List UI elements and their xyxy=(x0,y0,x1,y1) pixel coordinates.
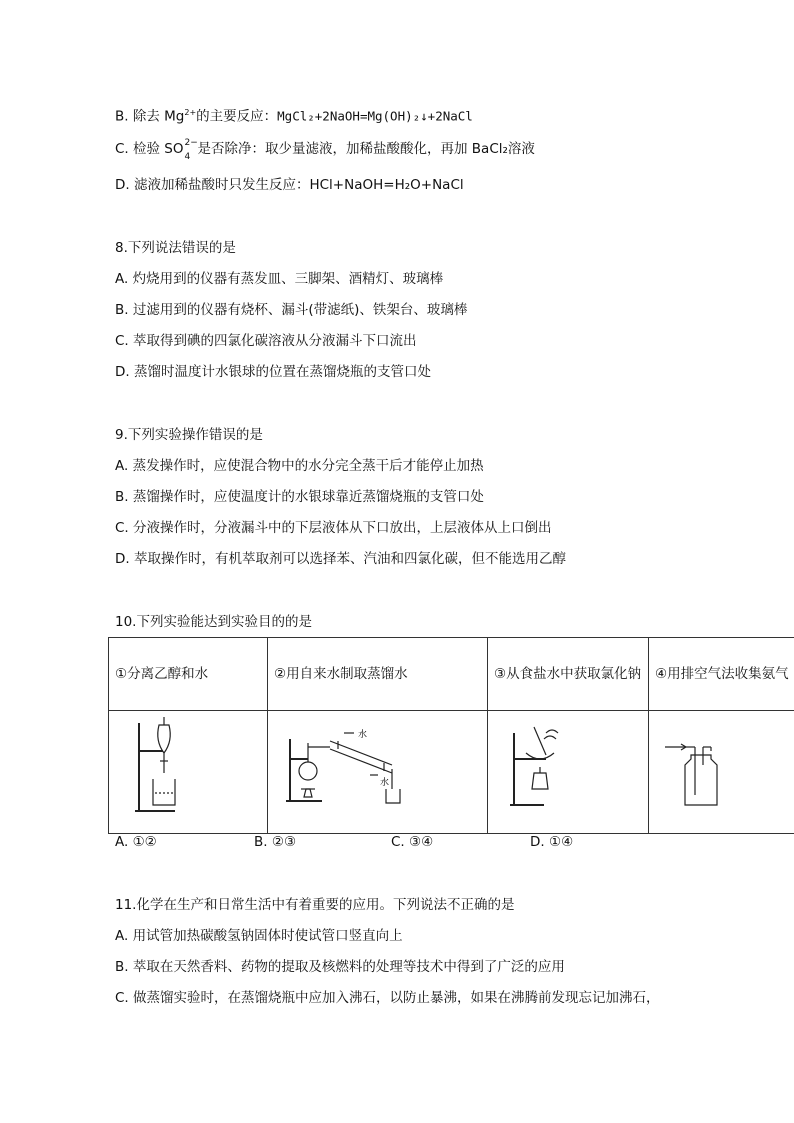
q7-option-c: C. 检验 SO 2− 4 是否除净：取少量滤液，加稀盐酸酸化，再加 BaCl₂溶液 xyxy=(115,138,535,162)
q10-diagram-3 xyxy=(488,711,649,834)
q7-b-equation: MgCl₂+2NaOH=Mg(OH)₂↓+2NaCl xyxy=(277,108,473,124)
q10-diagram-4 xyxy=(649,711,794,834)
q10-stem: 10.下列实验能达到实验目的的是 xyxy=(115,614,312,630)
q8-option-c: C. 萃取得到碘的四氯化碳溶液从分液漏斗下口流出 xyxy=(115,333,417,349)
q10-cell-1: ①分离乙醇和水 xyxy=(109,638,268,711)
q9-option-b: B. 蒸馏操作时，应使温度计的水银球靠近蒸馏烧瓶的支管口处 xyxy=(115,489,484,505)
sulfate-ion-charge: 2− 4 xyxy=(184,138,198,162)
q9-option-c: C. 分液操作时，分液漏斗中的下层液体从下口放出，上层液体从上口倒出 xyxy=(115,520,552,536)
q7-option-b: B. 除去 $Mg^{2+}$的主要反应：MgCl₂+2NaOH=Mg(OH)₂↓+2NaCl xyxy=(115,108,473,125)
q11-stem: 11.化学在生产和日常生活中有着重要的应用。下列说法不正确的是 xyxy=(115,897,515,913)
q8-stem: 8.下列说法错误的是 xyxy=(115,240,236,256)
q10-option-c: C. ③④ xyxy=(391,834,434,850)
q10-diagram-1 xyxy=(109,711,268,834)
q8-option-a: A. 灼烧用到的仪器有蒸发皿、三脚架、酒精灯、玻璃棒 xyxy=(115,271,444,287)
q9-option-a: A. 蒸发操作时，应使混合物中的水分完全蒸干后才能停止加热 xyxy=(115,458,484,474)
mg-charge: 2+ xyxy=(184,108,197,117)
q10-table xyxy=(108,637,794,834)
distillation-apparatus-icon xyxy=(274,711,481,823)
q10-cell-2: ②用自来水制取蒸馏水 xyxy=(268,638,488,711)
q10-cell-3: ③从食盐水中获取氯化钠 xyxy=(488,638,649,711)
gas-collection-bottle-icon xyxy=(655,711,794,823)
q9-option-d: D. 萃取操作时，有机萃取剂可以选择苯、汽油和四氯化碳，但不能选用乙醇 xyxy=(115,551,566,567)
separatory-funnel-apparatus-icon xyxy=(115,711,261,823)
q8-option-b: B. 过滤用到的仪器有烧杯、漏斗(带滤纸)、铁架台、玻璃棒 xyxy=(115,302,468,318)
q8-option-d: D. 蒸馏时温度计水银球的位置在蒸馏烧瓶的支管口处 xyxy=(115,364,431,380)
water-outlet-label: 水 xyxy=(380,778,390,788)
q10-option-d: D. ①④ xyxy=(530,834,574,850)
q7-option-d: D. 滤液加稀盐酸时只发生反应：HCl+NaOH=H₂O+NaCl xyxy=(115,177,464,193)
q10-option-b: B. ②③ xyxy=(254,834,297,850)
q10-diagram-2 xyxy=(268,711,488,834)
q9-stem: 9.下列实验操作错误的是 xyxy=(115,427,263,443)
q10-cell-4: ④用排空气法收集氨气 xyxy=(649,638,794,711)
q11-option-c: C. 做蒸馏实验时，在蒸馏烧瓶中应加入沸石，以防止暴沸，如果在沸腾前发现忘记加沸石， xyxy=(115,990,660,1006)
q11-option-b: B. 萃取在天然香料、药物的提取及核燃料的处理等技术中得到了广泛的应用 xyxy=(115,959,565,975)
q10-option-a: A. ①② xyxy=(115,834,157,850)
q11-option-a: A. 用试管加热碳酸氢钠固体时使试管口竖直向上 xyxy=(115,928,403,944)
water-inlet-label: 水 xyxy=(358,730,368,740)
evaporation-apparatus-icon xyxy=(494,711,642,823)
